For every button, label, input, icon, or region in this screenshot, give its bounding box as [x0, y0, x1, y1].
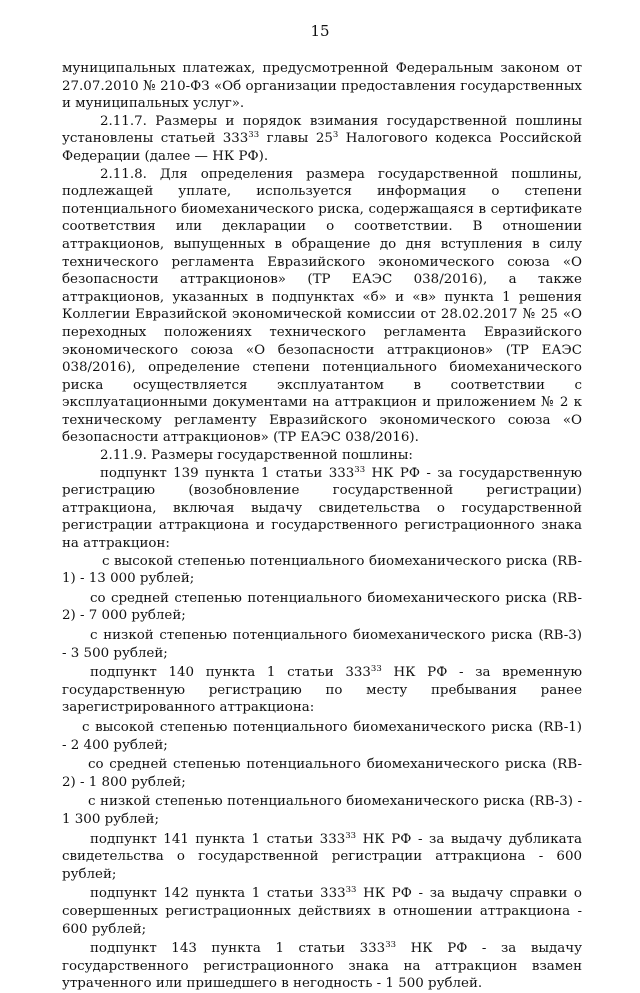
superscript: 33: [248, 130, 260, 141]
paragraph-2-11-8: 2.11.8. Для определения размера государственной пошлины, подлежащей уплате, используется информация о степени потенциального биомеханического риска, содержащаяся в сертификате соответствия или декларации о соответствии. В отношении аттракционов, выпущенных в обращение до дня вступления в силу технического регламента Евразийского экономического союза «О безопасности аттракционов» (ТР ЕАЭС 038/2016), а также аттракционов, указанных в подпунктах «б» и «в» пункта 1 решения Коллегии Евразийской экономической комиссии от 28.02.2017 № 25 «О переходных положениях технического регламента Евразийского экономического союза «О безопасности аттракционов» (ТР ЕАЭС 038/2016), определение степени потенциального биомеханического риска осуществляется эксплуатантом в соответствии с эксплуатационными документами на аттракцион и приложением № 2 к техническому регламенту Евразийского экономического союза «О безопасности аттракционов» (ТР ЕАЭС 038/2016).: [62, 166, 582, 446]
text-segment: НК РФ - за выдачу дубликата свидетельства о государственной регистрации аттракциона - 600 рублей;: [62, 831, 582, 882]
paragraph-subitem-143: [62, 940, 582, 993]
paragraph-2-11-9: 2.11.9. Размеры государственной пошлины:: [100, 448, 413, 464]
paragraph-fee-rb1-registration: с высокой степенью потенциального биомеханического риска (RB-1) - 13 000 рублей;: [62, 553, 582, 587]
text-segment: подпункт 140 пункта 1 статьи 333: [90, 665, 371, 681]
text-segment: НК РФ - за государственную регистрацию (возобновление государственной регистрации) аттракциона, включая выдачу свидетельства о государственной регистрации аттракциона и государственного регистрационного знака на аттракцион:: [62, 465, 582, 552]
paragraph-intro-continuation: муниципальных платежах, предусмотренной Федеральным законом от 27.07.2010 № 210-ФЗ «Об организации предоставления государственных и муниципальных услуг».: [62, 61, 582, 112]
paragraph-fee-rb1-temporary: с высокой степенью потенциального биомеханического риска (RB-1) - 2 400 рублей;: [62, 719, 582, 753]
text-segment: 2.11.7. Размеры и порядок взимания государственной пошлины установлены статьей 333: [62, 113, 582, 147]
superscript: 3: [332, 130, 339, 141]
text-segment: Налогового кодекса Российской Федерации (далее — НК РФ).: [62, 131, 582, 164]
superscript: 33: [354, 464, 366, 475]
text-segment: подпункт 143 пункта 1 статьи 333: [90, 941, 386, 957]
superscript: 33: [385, 940, 397, 951]
superscript: 33: [345, 885, 357, 896]
text-segment: подпункт 141 пункта 1 статьи 333: [90, 831, 346, 847]
superscript: 33: [370, 664, 382, 675]
text-segment: НК РФ - за временную государственную регистрацию по месту пребывания ранее зарегистрированного аттракциона:: [62, 665, 582, 716]
text-segment: подпункт 139 пункта 1 статьи 333: [100, 465, 355, 481]
page-number: 15: [310, 22, 330, 40]
paragraph-fee-rb3-registration: с низкой степенью потенциального биомеханического риска (RB-3) - 3 500 рублей;: [62, 628, 582, 661]
paragraph-fee-rb2-registration: со средней степенью потенциального биомеханического риска (RB-2) - 7 000 рублей;: [62, 590, 582, 624]
paragraph-subitem-141: [62, 831, 582, 884]
paragraph-fee-rb3-temporary: с низкой степенью потенциального биомеханического риска (RB-3) - 1 300 рублей;: [62, 794, 582, 827]
text-segment: подпункт 142 пункта 1 статьи 333: [90, 886, 346, 902]
text-segment: главы 25: [259, 131, 333, 147]
paragraph-fee-rb2-temporary: со средней степенью потенциального биомеханического риска (RB-2) - 1 800 рублей;: [62, 757, 582, 790]
document-body: [62, 60, 582, 993]
superscript: 33: [345, 830, 357, 841]
text-segment: НК РФ - за выдачу государственного регистрационного знака на аттракцион взамен утраченного или пришедшего в негодность - 1 500 рублей.: [62, 941, 582, 992]
paragraph-subitem-139: [62, 465, 582, 553]
text-segment: НК РФ - за выдачу справки о совершенных регистрационных действиях в отношении аттракциона - 600 рублей;: [62, 886, 582, 937]
paragraph-subitem-142: [62, 885, 582, 938]
paragraph-subitem-140: [62, 664, 582, 717]
paragraph-2-11-7: [62, 113, 582, 166]
